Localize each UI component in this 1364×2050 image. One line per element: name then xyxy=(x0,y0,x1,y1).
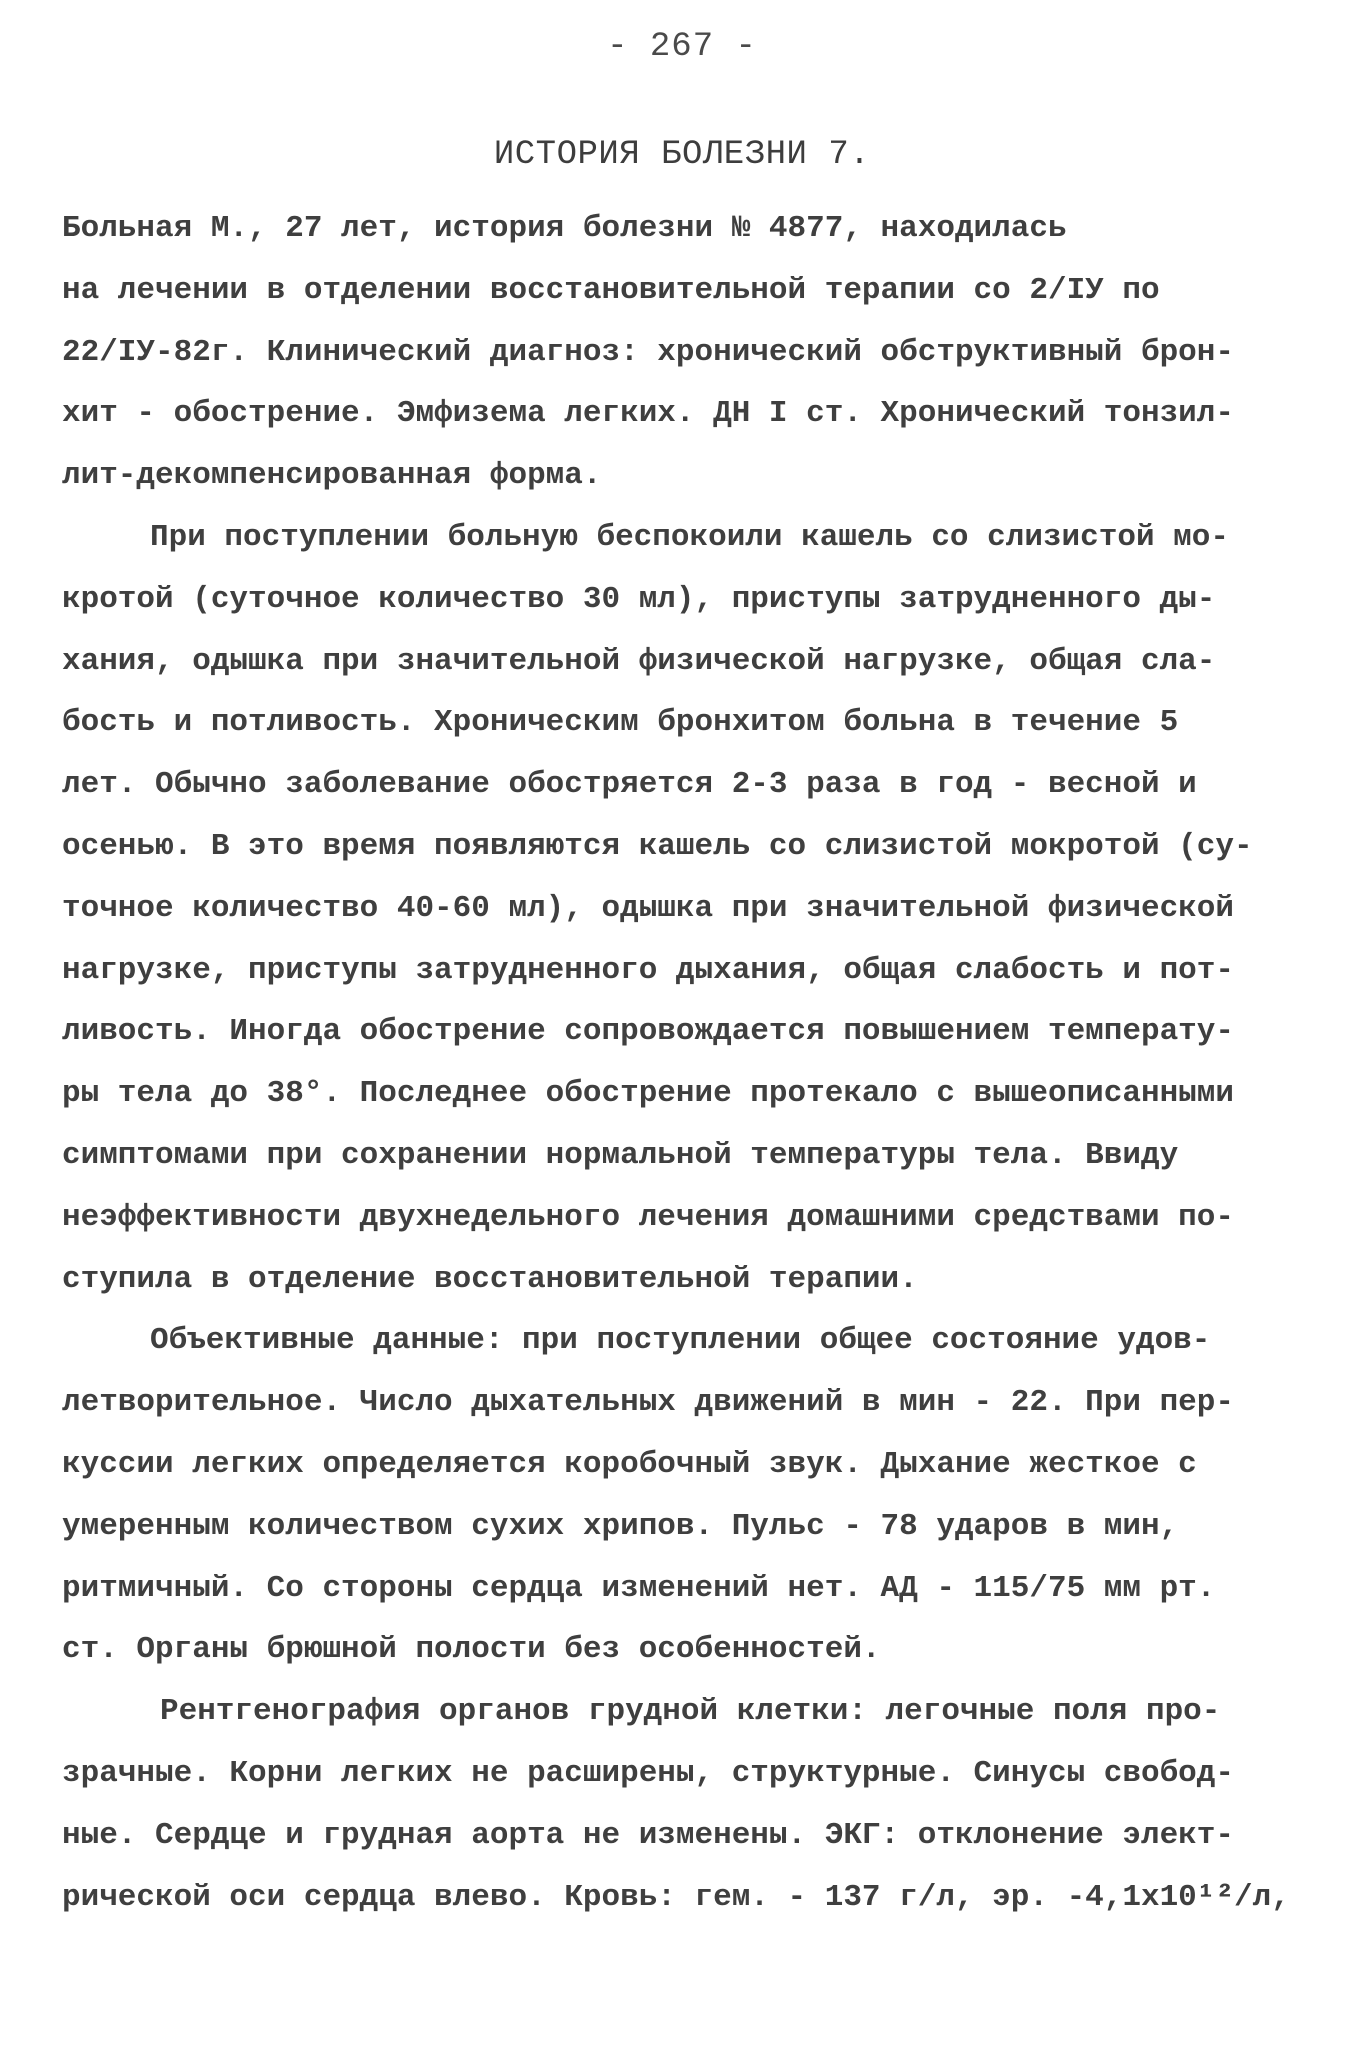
text-line: летворительное. Число дыхательных движений в мин - 22. При пер- xyxy=(62,1385,1234,1421)
text-line: кротой (суточное количество 30 мл), приступы затрудненного ды- xyxy=(62,581,1216,617)
text-line: симптомами при сохранении нормальной температуры тела. Ввиду xyxy=(62,1137,1179,1173)
text-line: Рентгенография органов грудной клетки: легочные поля про- xyxy=(160,1694,1221,1730)
text-line: ритмичный. Со стороны сердца изменений нет. АД - 115/75 мм рт. xyxy=(62,1570,1216,1606)
text-line: ры тела до 38°. Последнее обострение протекало с вышеописанными xyxy=(62,1076,1234,1112)
document-title: ИСТОРИЯ БОЛЕЗНИ 7. xyxy=(493,136,871,174)
text-line: хит - обострение. Эмфизема легких. ДН I ст. Хронический тонзил- xyxy=(62,396,1234,432)
text-line: куссии легких определяется коробочный звук. Дыхание жесткое с xyxy=(62,1446,1197,1482)
text-line: на лечении в отделении восстановительной терапии со 2/IУ по xyxy=(62,272,1160,308)
text-line: лит-декомпенсированная форма. xyxy=(62,458,602,494)
text-line: ступила в отделение восстановительной терапии. xyxy=(62,1261,918,1297)
text-line: При поступлении больную беспокоили кашель со слизистой мо- xyxy=(150,519,1229,555)
text-line: 22/IУ-82г. Клинический диагноз: хронический обструктивный брон- xyxy=(62,334,1234,370)
text-line: осенью. В это время появляются кашель со слизистой мокротой (су- xyxy=(62,828,1253,864)
text-line: зрачные. Корни легких не расширены, структурные. Синусы свобод- xyxy=(62,1755,1234,1791)
text-line: Больная М., 27 лет, история болезни № 4877, находилась xyxy=(62,211,1067,246)
text-line: умеренным количеством сухих хрипов. Пульс - 78 ударов в мин, xyxy=(62,1508,1179,1544)
text-line: неэффективности двухнедельного лечения домашними средствами по- xyxy=(62,1199,1234,1235)
text-line: рической оси сердца влево. Кровь: гем. - 137 г/л, эр. -4,1х10¹²/л, xyxy=(62,1879,1290,1915)
text-line: лет. Обычно заболевание обостряется 2-3 раза в год - весной и xyxy=(62,767,1197,803)
text-line: Объективные данные: при поступлении общее состояние удов- xyxy=(150,1323,1211,1359)
page-number: - 267 - xyxy=(607,28,757,66)
text-line: бость и потливость. Хроническим бронхитом больна в течение 5 xyxy=(62,705,1179,741)
text-line: ливость. Иногда обострение сопровождается повышением температу- xyxy=(62,1014,1234,1050)
text-line: хания, одышка при значительной физической нагрузке, общая сла- xyxy=(62,643,1216,679)
text-line: ст. Органы брюшной полости без особенностей. xyxy=(62,1632,881,1668)
document-body xyxy=(62,198,1292,1928)
text-line: нагрузке, приступы затрудненного дыхания, общая слабость и пот- xyxy=(62,952,1234,988)
text-line: ные. Сердце и грудная аорта не изменены. ЭКГ: отклонение элект- xyxy=(62,1817,1234,1853)
text-line: точное количество 40-60 мл), одышка при значительной физической xyxy=(62,890,1234,926)
